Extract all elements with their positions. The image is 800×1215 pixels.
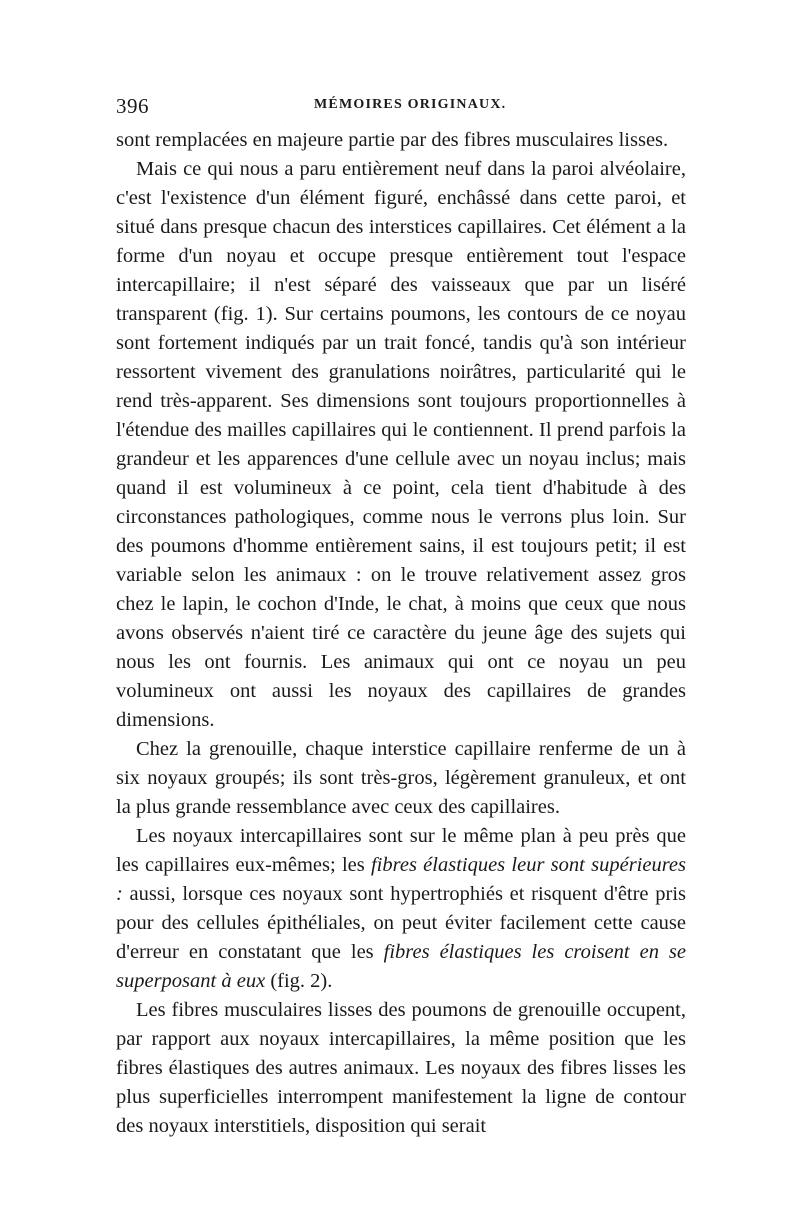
paragraph-elastic-fibres bbox=[116, 822, 686, 996]
running-header bbox=[116, 88, 686, 126]
paragraph-text-segment: (fig. 2). bbox=[265, 970, 333, 992]
running-title: MÉMOIRES ORIGINAUX. bbox=[314, 97, 507, 112]
paragraph-intercapillary-element: Mais ce qui nous a paru entièrement neuf dans la paroi alvéolaire, c'est l'existence d'un élément figuré, enchâssé dans cette paroi, et situé dans presque chacun des interstices capillaires. Cet élément a la forme d'un noyau et occupe presque entièrement tout l'espace intercapillaire; il n'est séparé des vaisseaux que par un liséré transparent (fig. 1). Sur certains poumons, les contours de ce noyau sont fortement indiqués par un trait foncé, tandis qu'à son intérieur ressortent vivement des granulations noirâtres, particularité qui le rend très-apparent. Ses dimensions sont toujours proportionnelles à l'étendue des mailles capillaires qui le contiennent. Il prend parfois la grandeur et les apparences d'une cellule avec un noyau inclus; mais quand il est volumineux à ce point, cela tient d'habitude à des circonstances pathologiques, comme nous le verrons plus loin. Sur des poumons d'homme entièrement sains, il est toujours petit; il est variable selon les animaux : on le trouve relativement assez gros chez le lapin, le cochon d'Inde, le chat, à moins que ceux que nous avons observés n'aient tiré ce caractère du jeune âge des sujets qui nous les ont fournis. Les animaux qui ont ce noyau un peu volumineux ont aussi les noyaux des capillaires de grandes dimensions. bbox=[116, 158, 686, 731]
paragraph-smooth-muscle: Les fibres musculaires lisses des poumons de grenouille occupent, par rapport aux noyaux intercapillaires, la même position que les fibres élastiques des autres animaux. Les noyaux des fibres lisses les plus superficielles interrompent manifestement la ligne de contour des noyaux interstitiels, disposition qui serait bbox=[116, 999, 686, 1137]
italic-phrase: fibres élastiques les croisent en se superposant à eux bbox=[116, 941, 687, 992]
book-page bbox=[116, 88, 686, 1141]
body-text bbox=[116, 126, 686, 1141]
page-number: 396 bbox=[116, 94, 149, 118]
paragraph-text-segment: aussi, lorsque ces noyaux sont hypertrophiés et risquent d'être pris pour des cellules épithéliales, on peut éviter facilement cette cause d'erreur en constatant que les bbox=[116, 883, 686, 963]
paragraph-text-segment: Les noyaux intercapillaires sont sur le même plan à peu près que les capillaires eux-mêmes; les bbox=[116, 825, 686, 876]
paragraph-continuation: sont remplacées en majeure partie par des fibres musculaires lisses. bbox=[116, 129, 669, 151]
italic-phrase: fibres élastiques leur sont supérieures : bbox=[116, 854, 687, 905]
paragraph-frog: Chez la grenouille, chaque interstice capillaire renferme de un à six noyaux groupés; ils sont très-gros, légèrement granuleux, et ont la plus grande ressemblance avec ceux des capillaires. bbox=[116, 738, 686, 818]
